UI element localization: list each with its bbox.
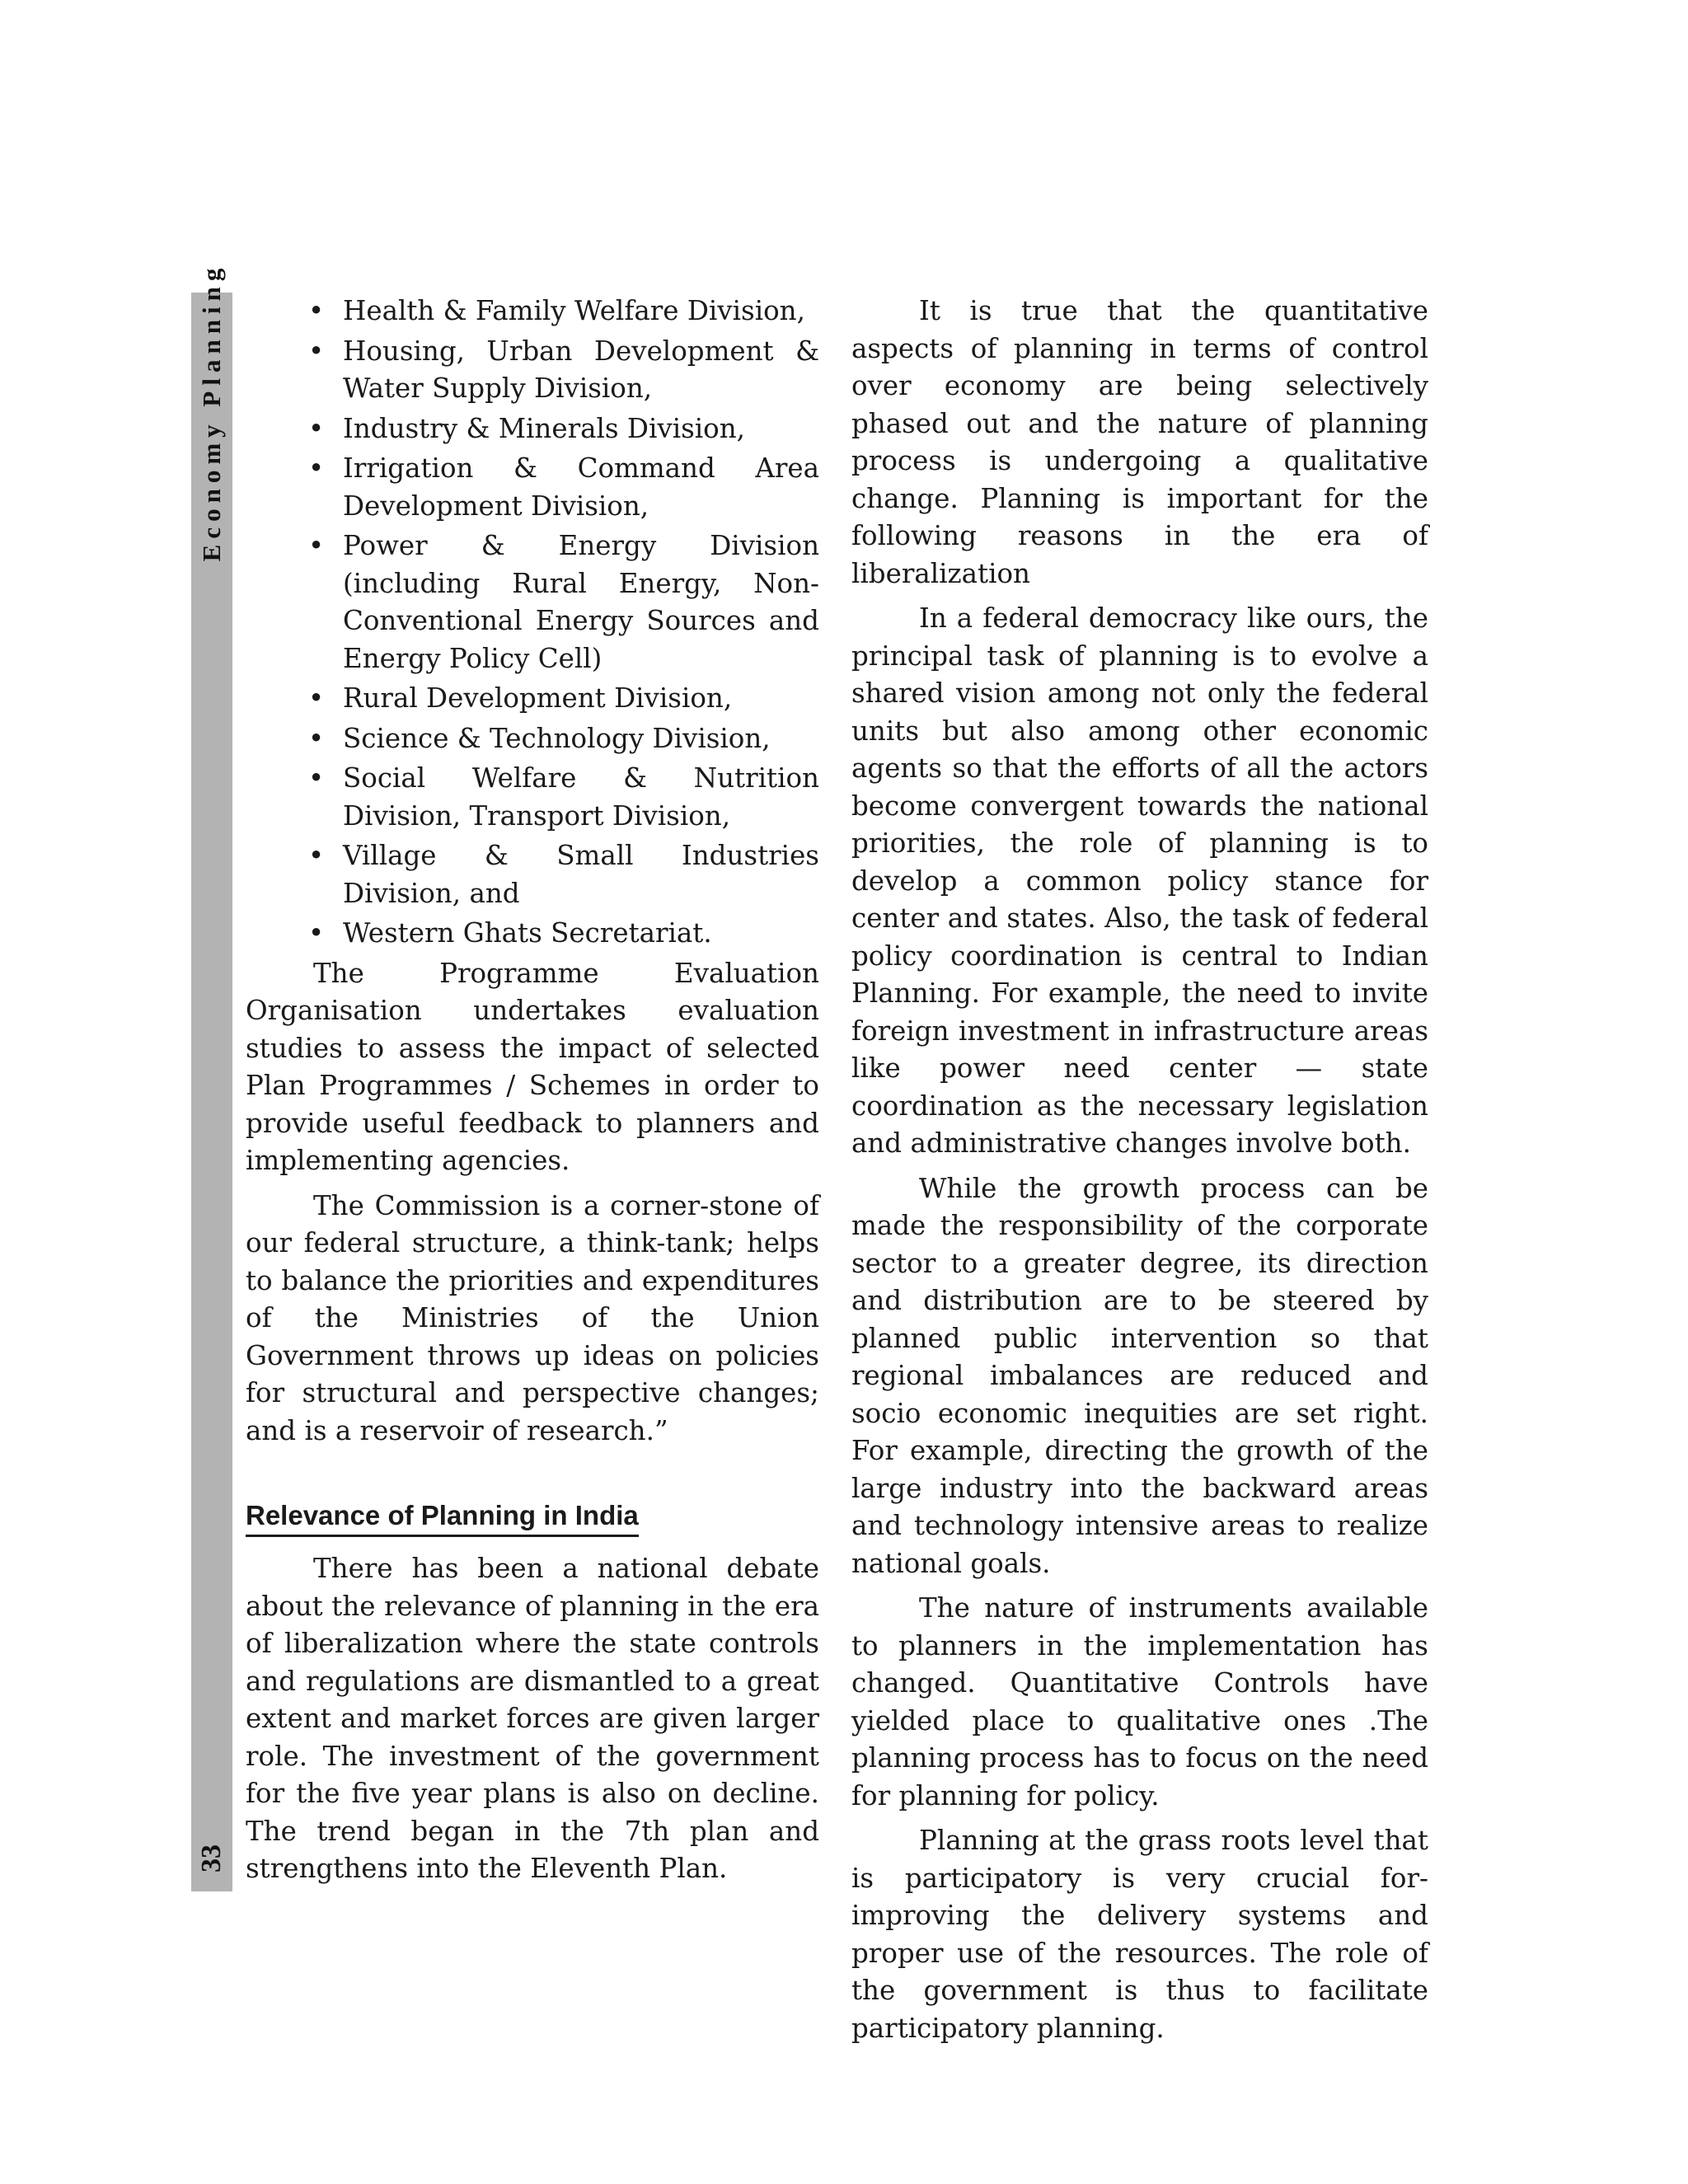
paragraph-grass-roots: Planning at the grass roots level that is participatory is very crucial for- improving the delivery systems and proper use of the resources. The role of the government is thus to facilitate participatory planning. bbox=[851, 1825, 1428, 2044]
list-item: • Science & Technology Division, bbox=[343, 720, 819, 758]
list-item: • Power & Energy Division (including Rural Energy, Non-Conventional Energy Sources and Energy Policy Cell) bbox=[343, 527, 819, 677]
paragraph-national-debate: There has been a national debate about the relevance of planning in the era of liberalization where the state controls and regulations are dismantled to a great extent and market forces are given larger role. The investment of the government for the five year plans is also on decline. The trend began in the 7th plan and strengthens into the Eleventh Plan. bbox=[246, 1553, 819, 1884]
list-item: • Irrigation & Command Area Development Division, bbox=[343, 450, 819, 525]
page-number: 33 bbox=[196, 1844, 227, 1872]
list-item: • Social Welfare & Nutrition Division, Transport Division, bbox=[343, 760, 819, 835]
divisions-list bbox=[246, 293, 819, 953]
section-heading: Relevance of Planning in India bbox=[246, 1498, 639, 1537]
paragraph-commission: The Commission is a corner-stone of our federal structure, a think-tank; helps to balance the priorities and expenditures of the Ministries of the Union Government throws up ideas on policies for structural and perspective changes; and is a reservoir of research.” bbox=[246, 1189, 819, 1446]
list-item: • Housing, Urban Development & Water Supply Division, bbox=[343, 333, 819, 408]
paragraph-growth-process: While the growth process can be made the responsibility of the corporate sector to a greater degree, its direction and distribution are to be steered by planned public intervention so that regional imbalances are reduced and socio economic inequities are set right. For example, directing the growth of the large industry into the backward areas and technology intensive areas to realize national goals. bbox=[851, 1172, 1428, 1579]
list-item: • Western Ghats Secretariat. bbox=[343, 915, 819, 953]
right-column bbox=[851, 293, 1428, 2055]
running-header: Economy Planning bbox=[197, 262, 226, 562]
paragraph-quantitative-aspects: It is true that the quantitative aspects of planning in terms of control over economy are being selectively phased out and the nature of planning process is undergoing a qualitative change. Planning is important for the following reasons in the era of liberalization bbox=[851, 295, 1428, 589]
paragraph-programme-evaluation: The Programme Evaluation Organisation undertakes evaluation studies to assess the impact of selected Plan Programmes / Schemes in order to provide useful feedback to planners and implementing agencies. bbox=[246, 957, 819, 1176]
left-column bbox=[246, 293, 819, 1896]
list-item: • Industry & Minerals Division, bbox=[343, 410, 819, 448]
list-item: • Health & Family Welfare Division, bbox=[343, 293, 819, 330]
paragraph-instruments: The nature of instruments available to planners in the implementation has changed. Quantitative Controls have yielded place to qualitative ones .The planning process has to focus on the need for planning for policy. bbox=[851, 1592, 1428, 1811]
list-item: • Village & Small Industries Division, and bbox=[343, 837, 819, 912]
list-item: • Rural Development Division, bbox=[343, 680, 819, 718]
paragraph-federal-democracy: In a federal democracy like ours, the principal task of planning is to evolve a shared vision among not only the federal units but also among other economic agents so that the efforts of all the actors become convergent towards the national priorities, the role of planning is to develop a common policy stance for center and states. Also, the task of federal policy coordination is central to Indian Planning. For example, the need to invite foreign investment in infrastructure areas like power need center — state coordination as the necessary legislation and administrative changes involve both. bbox=[851, 602, 1428, 1159]
